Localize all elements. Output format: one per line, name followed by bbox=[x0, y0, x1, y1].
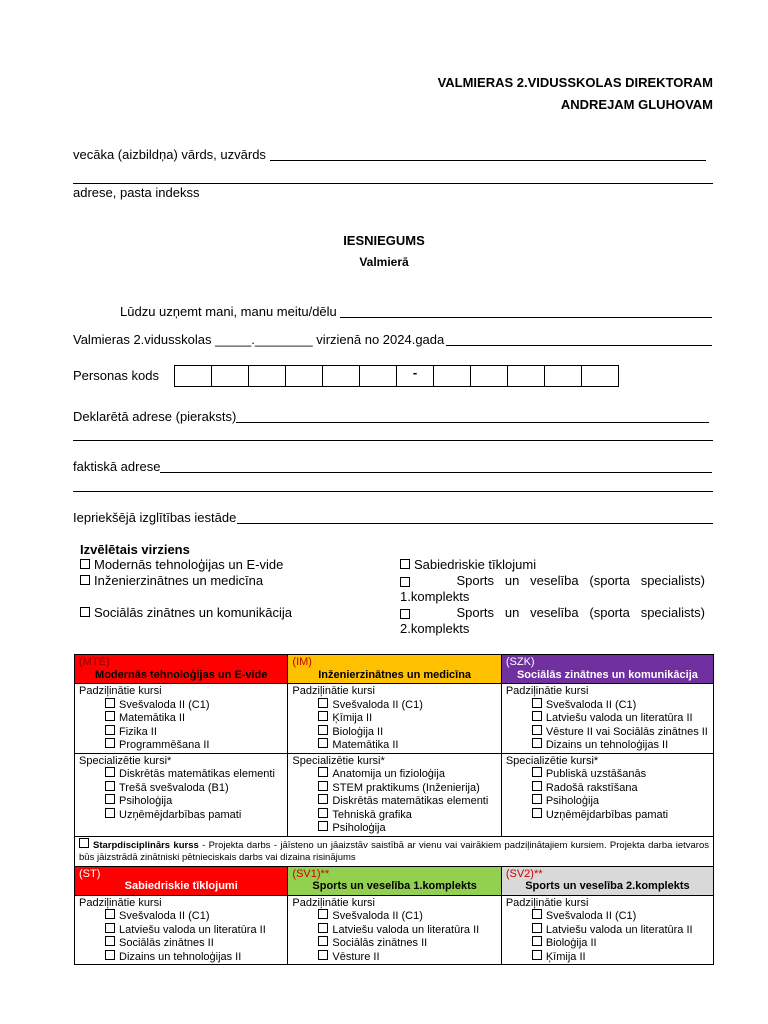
list-item: Sociālās zinātnes II bbox=[79, 936, 283, 950]
table-row bbox=[75, 895, 714, 965]
checkbox-icon[interactable] bbox=[532, 936, 542, 946]
list-item: Bioloģija II bbox=[506, 936, 709, 950]
checkbox-icon[interactable] bbox=[318, 725, 328, 735]
list-item: Uzņēmējdarbības pamati bbox=[79, 808, 283, 822]
list-item: Diskrētās matemātikas elementi bbox=[79, 767, 283, 781]
list-item: Svešvaloda II (C1) bbox=[292, 698, 496, 712]
checkbox-icon[interactable] bbox=[105, 909, 115, 919]
checkbox-icon[interactable] bbox=[532, 725, 542, 735]
checkbox-icon[interactable] bbox=[532, 923, 542, 933]
checkbox-icon[interactable] bbox=[532, 794, 542, 804]
table-row bbox=[75, 753, 714, 836]
checkbox-icon[interactable] bbox=[105, 950, 115, 960]
checkbox-icon[interactable] bbox=[318, 781, 328, 791]
list-item: Trešā svešvaloda (B1) bbox=[79, 781, 283, 795]
checkbox-icon[interactable] bbox=[318, 923, 328, 933]
im-advanced: Padziļinātie kursi Svešvaloda II (C1) Ķīmija II Bioloģija II Matemātika II bbox=[288, 684, 501, 754]
request-line-1: Lūdzu uzņemt mani, manu meitu/dēlu bbox=[120, 304, 337, 319]
checkbox-icon[interactable] bbox=[318, 950, 328, 960]
option-sv2[interactable]: Sports un veselība (sporta specialists) 2.komplekts bbox=[400, 605, 705, 636]
list-item: Matemātika II bbox=[79, 711, 283, 725]
list-item: Publiskā uzstāšanās bbox=[506, 767, 709, 781]
checkbox-icon[interactable] bbox=[318, 821, 328, 831]
list-item: Ķīmija II bbox=[506, 950, 709, 964]
checkbox-icon[interactable] bbox=[80, 575, 90, 585]
student-name-field[interactable] bbox=[340, 317, 712, 318]
list-item: Bioloģija II bbox=[292, 725, 496, 739]
list-item: Vēsture II vai Sociālās zinātnes II bbox=[506, 725, 709, 739]
checkbox-icon[interactable] bbox=[105, 936, 115, 946]
checkbox-icon[interactable] bbox=[105, 808, 115, 818]
parent-name-label: vecāka (aizbildņa) vārds, uzvārds bbox=[73, 147, 266, 162]
checkbox-icon[interactable] bbox=[105, 767, 115, 777]
checkbox-icon[interactable] bbox=[532, 738, 542, 748]
sv2-advanced: Padziļinātie kursi Svešvaloda II (C1) Latviešu valoda un literatūra II Bioloģija II Ķīmija II bbox=[501, 895, 713, 965]
list-item: Fizika II bbox=[79, 725, 283, 739]
list-item: Svešvaloda II (C1) bbox=[79, 909, 283, 923]
checkbox-icon[interactable] bbox=[318, 909, 328, 919]
parent-name-field[interactable] bbox=[270, 160, 706, 161]
checkbox-icon[interactable] bbox=[532, 781, 542, 791]
list-item: Latviešu valoda un literatūra II bbox=[506, 923, 709, 937]
document-place: Valmierā bbox=[359, 255, 409, 269]
list-item: Dizains un tehnoloģijas II bbox=[79, 950, 283, 964]
table-row bbox=[75, 684, 714, 754]
szk-specialized: Specializētie kursi* Publiskā uzstāšanās Radošā rakstīšana Psiholoģija Uzņēmējdarbības pamati bbox=[501, 753, 713, 836]
option-sv1[interactable]: Sports un veselība (sporta specialists) 1.komplekts bbox=[400, 573, 705, 604]
list-item: Psiholoģija bbox=[292, 821, 496, 835]
checkbox-icon[interactable] bbox=[105, 738, 115, 748]
checkbox-icon[interactable] bbox=[532, 909, 542, 919]
header-mte: (MTE) Modernās tehnoloģijas un E-vide bbox=[75, 655, 288, 684]
checkbox-icon[interactable] bbox=[400, 577, 410, 587]
checkbox-icon[interactable] bbox=[318, 711, 328, 721]
table-header-row bbox=[75, 655, 714, 684]
personal-code-label: Personas kods bbox=[73, 368, 159, 383]
mte-advanced: Padziļinātie kursi Svešvaloda II (C1) Matemātika II Fizika II Programmēšana II bbox=[75, 684, 288, 754]
checkbox-icon[interactable] bbox=[318, 698, 328, 708]
st-advanced: Padziļinātie kursi Svešvaloda II (C1) Latviešu valoda un literatūra II Sociālās zinātnes II Dizains un tehnoloģijas II bbox=[75, 895, 288, 965]
actual-address-label: faktiskā adrese bbox=[73, 459, 161, 474]
checkbox-icon[interactable] bbox=[105, 725, 115, 735]
checkbox-icon[interactable] bbox=[318, 936, 328, 946]
personal-code-boxes[interactable] bbox=[174, 365, 619, 387]
header-st: (ST) Sabiedriskie tīklojumi bbox=[75, 866, 288, 895]
checkbox-icon[interactable] bbox=[532, 950, 542, 960]
document-title: IESNIEGUMS bbox=[343, 233, 425, 248]
request-line-2: Valmieras 2.vidusskolas _____.________ virzienā no 2024.gada bbox=[73, 332, 445, 347]
list-item: Radošā rakstīšana bbox=[506, 781, 709, 795]
header-sv2: (SV2)** Sports un veselība 2.komplekts bbox=[501, 866, 713, 895]
option-im[interactable]: Inženierzinātnes un medicīna bbox=[80, 573, 263, 589]
list-item: Diskrētās matemātikas elementi bbox=[292, 794, 496, 808]
declared-address-field-2[interactable] bbox=[73, 440, 713, 441]
checkbox-icon[interactable] bbox=[532, 767, 542, 777]
previous-school-field[interactable] bbox=[237, 523, 713, 524]
list-item: Svešvaloda II (C1) bbox=[506, 909, 709, 923]
list-item: Vēsture II bbox=[292, 950, 496, 964]
list-item: Svešvaloda II (C1) bbox=[79, 698, 283, 712]
list-item: Latviešu valoda un literatūra II bbox=[292, 923, 496, 937]
checkbox-icon[interactable] bbox=[318, 808, 328, 818]
mte-specialized: Specializētie kursi* Diskrētās matemātikas elementi Trešā svešvaloda (B1) Psiholoģija Uzņēmējdarbības pamati bbox=[75, 753, 288, 836]
szk-advanced: Padziļinātie kursi Svešvaloda II (C1) Latviešu valoda un literatūra II Vēsture II vai Sociālās zinātnes II Dizains un tehnoloģijas II bbox=[501, 684, 713, 754]
checkbox-icon[interactable] bbox=[105, 923, 115, 933]
option-mte[interactable]: Modernās tehnoloģijas un E-vide bbox=[80, 557, 283, 573]
table-header-row bbox=[75, 866, 714, 895]
checkbox-icon[interactable] bbox=[318, 738, 328, 748]
checkbox-icon[interactable] bbox=[105, 711, 115, 721]
list-item: Psiholoģija bbox=[79, 794, 283, 808]
checkbox-icon[interactable] bbox=[105, 781, 115, 791]
personal-code-separator: - bbox=[397, 366, 434, 386]
curriculum-table bbox=[74, 654, 714, 965]
direction-heading: Izvēlētais virziens bbox=[80, 542, 190, 557]
checkbox-icon[interactable] bbox=[400, 609, 410, 619]
interdisciplinary-note: Starpdisciplinārs kurss - Projekta darbs - jāīsteno un jāaizstāv saistībā ar vienu vai vairākiem padziļinātajiem kursiem. Projekta darba ietvaros būs jāizstrādā zinātniski pētnieciskais darbs vai dizaina risinājums bbox=[75, 836, 714, 866]
checkbox-icon[interactable] bbox=[400, 559, 410, 569]
checkbox-icon[interactable] bbox=[80, 607, 90, 617]
sv1-advanced: Padziļinātie kursi Svešvaloda II (C1) Latviešu valoda un literatūra II Sociālās zinātnes II Vēsture II bbox=[288, 895, 501, 965]
list-item: STEM praktikums (Inženierija) bbox=[292, 781, 496, 795]
interdisciplinary-row bbox=[75, 836, 714, 866]
header-szk: (SZK) Sociālās zinātnes un komunikācija bbox=[501, 655, 713, 684]
previous-school-label: Iepriekšējā izglītības iestāde bbox=[73, 510, 237, 525]
checkbox-icon[interactable] bbox=[532, 808, 542, 818]
address-label: adrese, pasta indekss bbox=[73, 185, 200, 200]
list-item: Psiholoģija bbox=[506, 794, 709, 808]
declared-address-label: Deklarētā adrese (pieraksts) bbox=[73, 409, 237, 424]
list-item: Matemātika II bbox=[292, 738, 496, 752]
list-item: Latviešu valoda un literatūra II bbox=[506, 711, 709, 725]
checkbox-icon[interactable] bbox=[105, 698, 115, 708]
actual-address-field[interactable] bbox=[160, 472, 712, 473]
list-item: Ķīmija II bbox=[292, 711, 496, 725]
list-item: Dizains un tehnoloģijas II bbox=[506, 738, 709, 752]
list-item: Tehniskā grafika bbox=[292, 808, 496, 822]
checkbox-icon[interactable] bbox=[532, 711, 542, 721]
checkbox-icon[interactable] bbox=[318, 767, 328, 777]
list-item: Svešvaloda II (C1) bbox=[292, 909, 496, 923]
addressee-line-2: ANDREJAM GLUHOVAM bbox=[560, 97, 713, 112]
list-item: Svešvaloda II (C1) bbox=[506, 698, 709, 712]
checkbox-icon[interactable] bbox=[80, 559, 90, 569]
option-szk[interactable]: Sociālās zinātnes un komunikācija bbox=[80, 605, 292, 621]
checkbox-icon[interactable] bbox=[105, 794, 115, 804]
declared-address-field[interactable] bbox=[236, 422, 709, 423]
header-sv1: (SV1)** Sports un veselība 1.komplekts bbox=[288, 866, 501, 895]
start-date-field[interactable] bbox=[446, 345, 712, 346]
checkbox-icon[interactable] bbox=[318, 794, 328, 804]
header-im: (IM) Inženierzinātnes un medicīna bbox=[288, 655, 501, 684]
option-st[interactable]: Sabiedriskie tīklojumi bbox=[400, 557, 536, 573]
actual-address-field-2[interactable] bbox=[73, 491, 713, 492]
im-specialized: Specializētie kursi* Anatomija un fizioloģija STEM praktikums (Inženierija) Diskrētās matemātikas elementi Tehniskā grafika Psiholoģija bbox=[288, 753, 501, 836]
list-item: Anatomija un fizioloģija bbox=[292, 767, 496, 781]
address-field[interactable] bbox=[73, 183, 713, 184]
addressee-line-1: VALMIERAS 2.VIDUSSKOLAS DIREKTORAM bbox=[437, 75, 713, 90]
checkbox-icon[interactable] bbox=[79, 838, 89, 848]
list-item: Uzņēmējdarbības pamati bbox=[506, 808, 709, 822]
list-item: Latviešu valoda un literatūra II bbox=[79, 923, 283, 937]
list-item: Sociālās zinātnes II bbox=[292, 936, 496, 950]
list-item: Programmēšana II bbox=[79, 738, 283, 752]
checkbox-icon[interactable] bbox=[532, 698, 542, 708]
